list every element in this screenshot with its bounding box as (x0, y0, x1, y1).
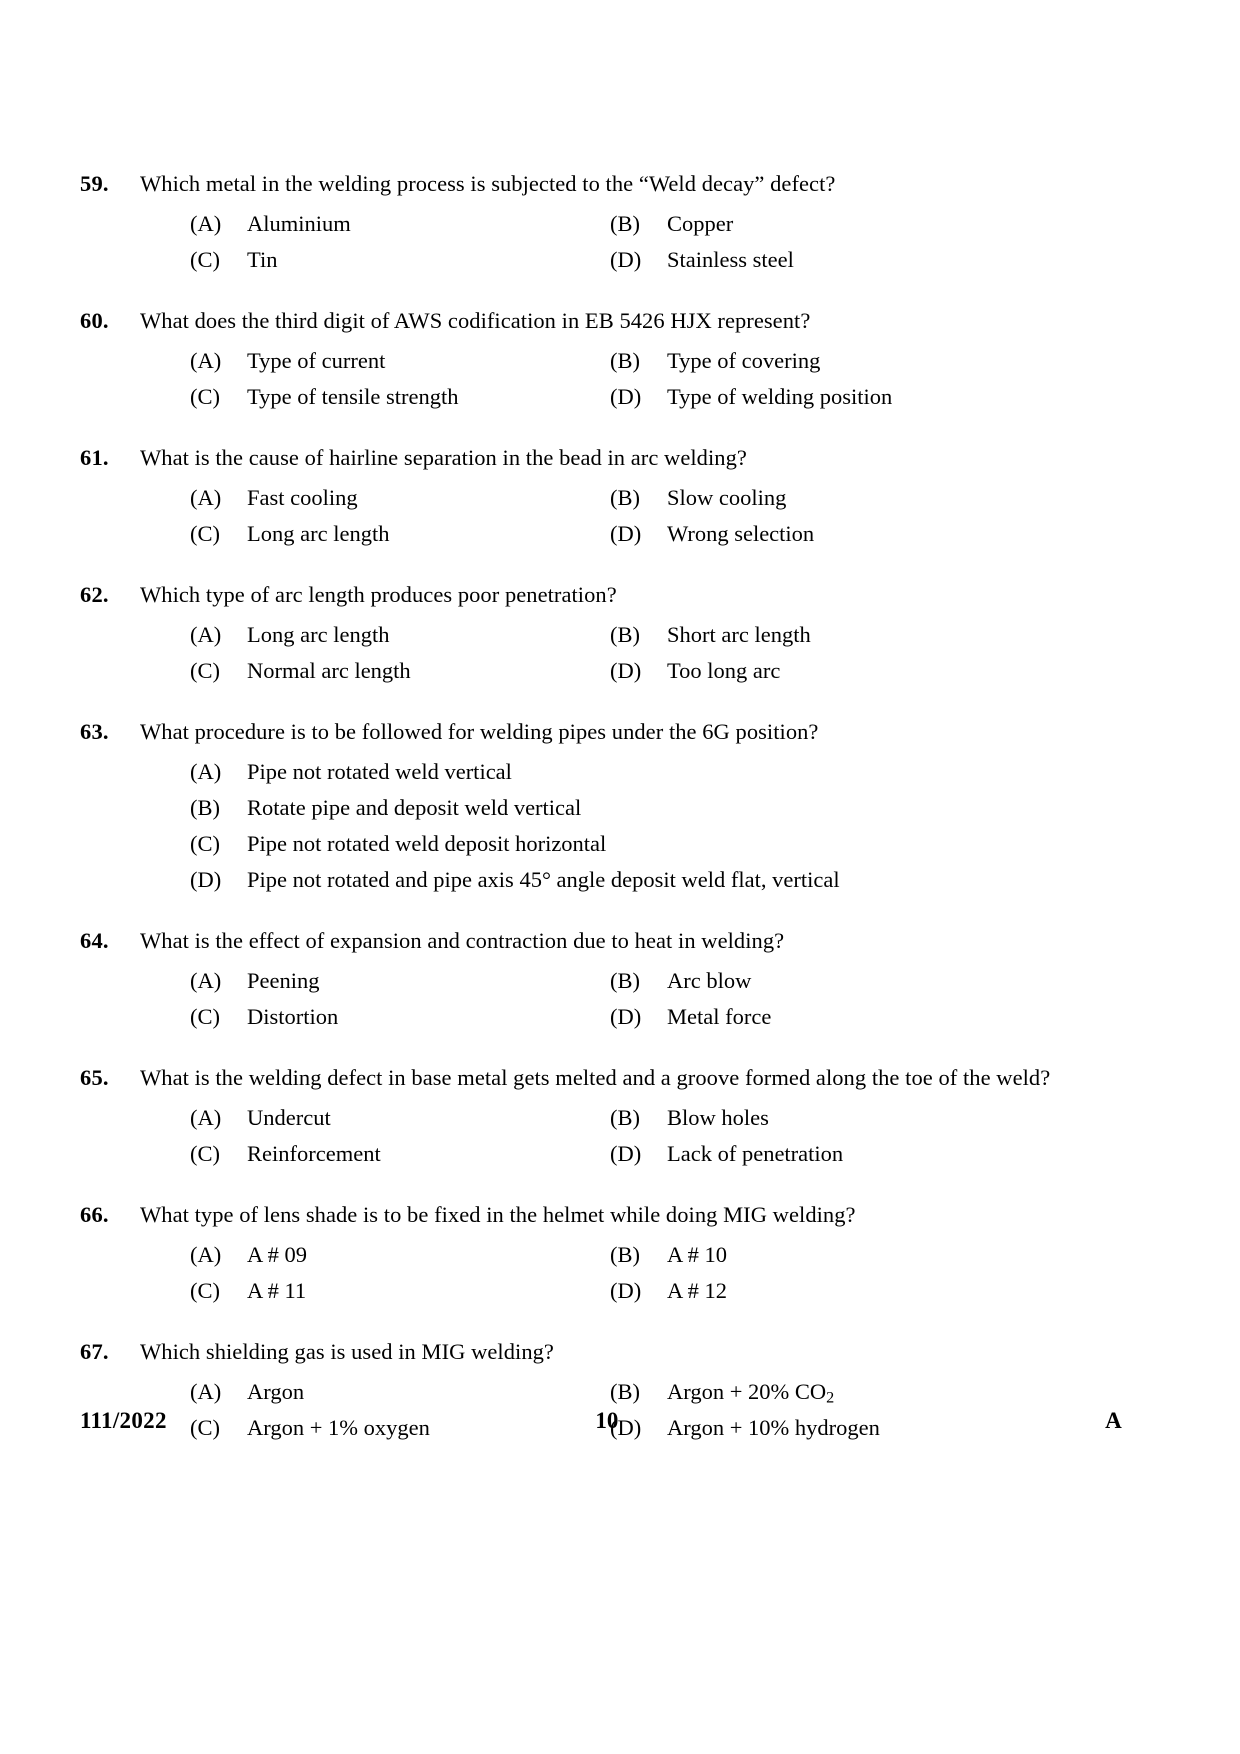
question-list (80, 168, 1122, 1443)
option-label: Lack of penetration (667, 1141, 844, 1166)
option-label: Peening (247, 968, 320, 993)
option-key: (A) (190, 1105, 222, 1130)
option-item[interactable] (610, 482, 1122, 513)
option-label: Copper (667, 211, 734, 236)
question-number: 59. (80, 171, 109, 196)
question-header (80, 1062, 1122, 1093)
option-key: (A) (190, 348, 222, 373)
option-label: Type of current (247, 348, 386, 373)
option-item[interactable] (610, 1275, 1122, 1306)
question-text: What is the welding defect in base metal gets melted and a groove formed along the toe of the weld? (140, 1065, 1051, 1090)
option-list (80, 756, 1122, 895)
option-label: A # 12 (667, 1278, 728, 1303)
option-item[interactable] (610, 965, 1122, 996)
option-item[interactable] (610, 1239, 1122, 1270)
option-label: Too long arc (667, 658, 781, 683)
option-item[interactable] (190, 619, 610, 650)
option-key: (D) (610, 658, 642, 683)
option-key: (A) (190, 211, 222, 236)
option-key: (D) (610, 1141, 642, 1166)
option-item[interactable] (610, 244, 1122, 275)
question-text: What procedure is to be followed for welding pipes under the 6G position? (140, 719, 819, 744)
option-list (80, 345, 1122, 412)
option-key: (D) (610, 247, 642, 272)
option-label: Rotate pipe and deposit weld vertical (247, 795, 582, 820)
option-label-text: Argon + 20% CO (667, 1379, 827, 1404)
option-label: Long arc length (247, 521, 390, 546)
option-key: (B) (610, 968, 640, 993)
option-label: Short arc length (667, 622, 811, 647)
option-label: Pipe not rotated weld deposit horizontal (247, 831, 607, 856)
option-label: Reinforcement (247, 1141, 381, 1166)
option-label: Normal arc length (247, 658, 411, 683)
page-number: 10 (595, 1408, 619, 1433)
option-key: (C) (190, 1278, 220, 1303)
option-item[interactable] (610, 619, 1122, 650)
question-block (80, 1199, 1122, 1306)
option-item[interactable] (190, 1001, 610, 1032)
option-label: Metal force (667, 1004, 772, 1029)
option-item[interactable] (610, 1376, 1122, 1407)
option-label: Slow cooling (667, 485, 787, 510)
question-block (80, 168, 1122, 275)
option-item[interactable] (190, 482, 610, 513)
question-header (80, 716, 1122, 747)
option-key: (D) (610, 1415, 642, 1440)
question-number: 64. (80, 928, 109, 953)
question-number: 60. (80, 308, 109, 333)
option-item[interactable] (190, 1138, 610, 1169)
option-label (667, 1376, 1122, 1407)
question-header (80, 1336, 1122, 1367)
option-item[interactable] (610, 1138, 1122, 1169)
option-key: (C) (190, 1004, 220, 1029)
option-item[interactable] (190, 792, 1122, 823)
option-list (80, 482, 1122, 549)
option-key: (D) (610, 1004, 642, 1029)
option-key: (D) (610, 521, 642, 546)
question-block (80, 579, 1122, 686)
option-label: Pipe not rotated and pipe axis 45° angle deposit weld flat, vertical (247, 867, 840, 892)
option-list (80, 1102, 1122, 1169)
option-item[interactable] (190, 1376, 610, 1407)
question-block (80, 305, 1122, 412)
option-item[interactable] (610, 1001, 1122, 1032)
option-key: (C) (190, 384, 220, 409)
option-label: Type of covering (667, 348, 821, 373)
option-key: (B) (610, 348, 640, 373)
option-item[interactable] (190, 208, 610, 239)
option-label: Stainless steel (667, 247, 794, 272)
question-number: 63. (80, 719, 109, 744)
question-text: Which shielding gas is used in MIG welding? (140, 1339, 554, 1364)
option-label: Argon + 10% hydrogen (667, 1415, 880, 1440)
option-label: Pipe not rotated weld vertical (247, 759, 512, 784)
option-label: A # 11 (247, 1278, 307, 1303)
question-header (80, 168, 1122, 199)
question-text: What type of lens shade is to be fixed in the helmet while doing MIG welding? (140, 1202, 856, 1227)
option-item[interactable] (190, 381, 610, 412)
question-number: 62. (80, 582, 109, 607)
option-key: (B) (610, 622, 640, 647)
option-key: (B) (610, 1242, 640, 1267)
option-label: Blow holes (667, 1105, 769, 1130)
option-item[interactable] (190, 244, 610, 275)
option-item[interactable] (190, 655, 610, 686)
question-header (80, 442, 1122, 473)
option-item[interactable] (190, 864, 1122, 895)
option-label: A # 09 (247, 1242, 308, 1267)
option-item[interactable] (190, 1239, 610, 1270)
option-key: (C) (190, 658, 220, 683)
option-label: A # 10 (667, 1242, 728, 1267)
question-block (80, 925, 1122, 1032)
question-header (80, 925, 1122, 956)
option-key: (B) (610, 1379, 640, 1404)
question-text: What is the cause of hairline separation in the bead in arc welding? (140, 445, 747, 470)
option-item[interactable] (610, 345, 1122, 376)
option-list (80, 619, 1122, 686)
option-key: (C) (190, 1141, 220, 1166)
option-label: Tin (247, 247, 278, 272)
option-key: (D) (610, 384, 642, 409)
option-label: Arc blow (667, 968, 752, 993)
question-block (80, 442, 1122, 549)
option-label: Long arc length (247, 622, 390, 647)
question-text: What is the effect of expansion and contraction due to heat in welding? (140, 928, 785, 953)
option-item[interactable] (610, 381, 1122, 412)
option-label: Type of welding position (667, 384, 893, 409)
option-key: (A) (190, 622, 222, 647)
option-list (80, 965, 1122, 1032)
series-code: A (1105, 1408, 1122, 1433)
option-key: (B) (610, 1105, 640, 1130)
option-item[interactable] (190, 1102, 610, 1133)
option-key: (C) (190, 247, 220, 272)
question-number: 67. (80, 1339, 109, 1364)
option-key: (A) (190, 485, 222, 510)
option-label: Undercut (247, 1105, 331, 1130)
page-footer (80, 1408, 1122, 1434)
question-block (80, 716, 1122, 895)
question-text: Which metal in the welding process is subjected to the “Weld decay” defect? (140, 171, 836, 196)
option-list (80, 1239, 1122, 1306)
option-item[interactable] (190, 756, 1122, 787)
option-key: (C) (190, 521, 220, 546)
option-label: Argon (247, 1379, 305, 1404)
option-item[interactable] (190, 965, 610, 996)
option-item[interactable] (190, 828, 1122, 859)
option-list (80, 208, 1122, 275)
option-key: (A) (190, 1379, 222, 1404)
option-key: (B) (190, 795, 220, 820)
question-header (80, 305, 1122, 336)
option-label: Fast cooling (247, 485, 358, 510)
option-label: Aluminium (247, 211, 351, 236)
option-key: (D) (610, 1278, 642, 1303)
option-item[interactable] (610, 208, 1122, 239)
option-key: (A) (190, 1242, 222, 1267)
question-number: 61. (80, 445, 109, 470)
option-key: (B) (610, 485, 640, 510)
question-text: What does the third digit of AWS codification in EB 5426 HJX represent? (140, 308, 811, 333)
option-item[interactable] (190, 1275, 610, 1306)
option-key: (B) (610, 211, 640, 236)
paper-code: 111/2022 (80, 1408, 167, 1433)
option-key: (A) (190, 968, 222, 993)
question-header (80, 1199, 1122, 1230)
question-number: 65. (80, 1065, 109, 1090)
question-header (80, 579, 1122, 610)
option-item[interactable] (190, 345, 610, 376)
option-item[interactable] (610, 1102, 1122, 1133)
option-item[interactable] (610, 655, 1122, 686)
option-label: Distortion (247, 1004, 339, 1029)
question-number: 66. (80, 1202, 109, 1227)
option-label: Wrong selection (667, 521, 815, 546)
option-key: (C) (190, 831, 220, 856)
option-key: (D) (190, 867, 222, 892)
option-label: Argon + 1% oxygen (247, 1415, 430, 1440)
question-text: Which type of arc length produces poor penetration? (140, 582, 617, 607)
option-item[interactable] (610, 518, 1122, 549)
option-label-subscript: 2 (826, 1388, 835, 1407)
option-label: Type of tensile strength (247, 384, 459, 409)
option-item[interactable] (190, 518, 610, 549)
option-key: (C) (190, 1415, 220, 1440)
option-key: (A) (190, 759, 222, 784)
question-block (80, 1062, 1122, 1169)
